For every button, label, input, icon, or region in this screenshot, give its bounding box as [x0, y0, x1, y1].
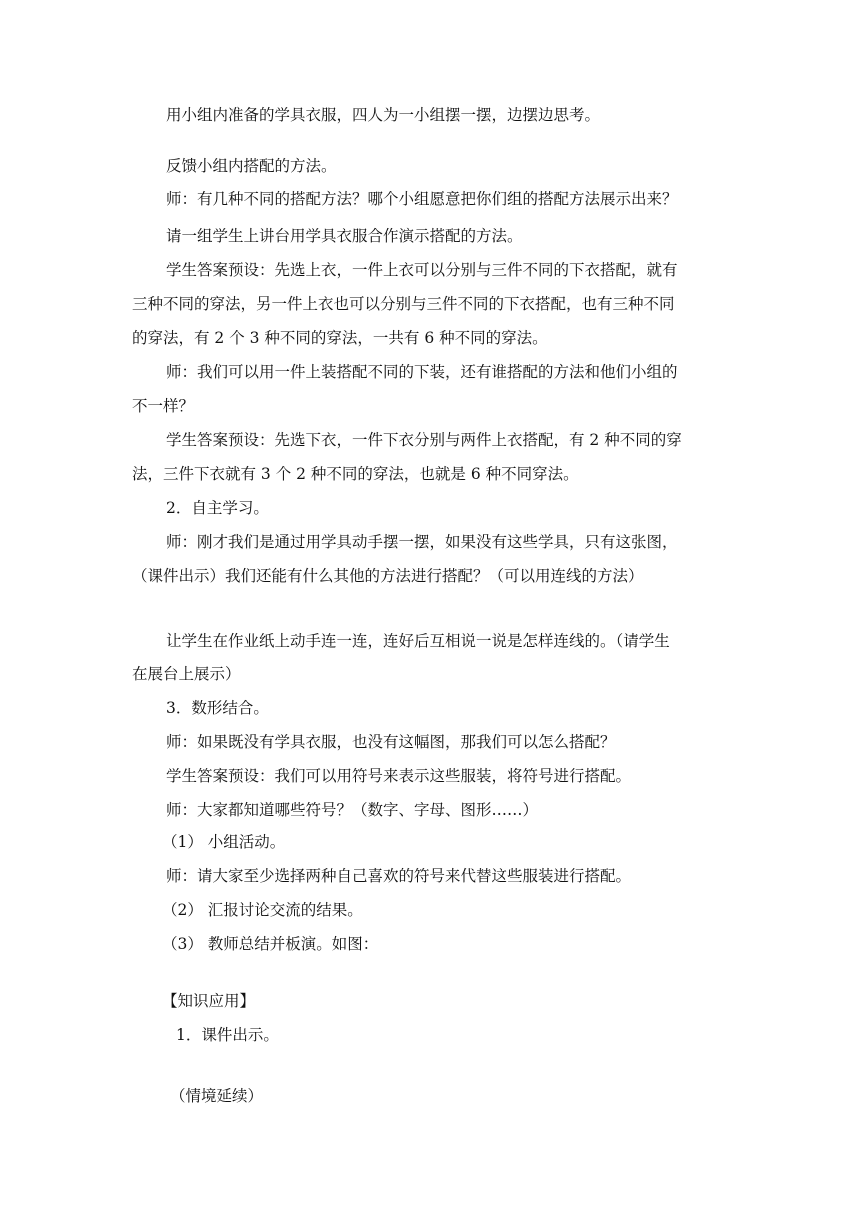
paragraph-line: 三种不同的穿法，另一件上衣也可以分别与三件不同的下衣搭配，也有三种不同 [132, 295, 675, 313]
paragraph-line: 在展台上展示） [132, 665, 241, 683]
paragraph-line: 师：我们可以用一件上装搭配不同的下装，还有谁搭配的方法和他们小组的 [166, 363, 678, 381]
paragraph-line: 学生答案预设：先选下衣，一件下衣分别与两件上衣搭配，有 2 种不同的穿 [166, 431, 682, 449]
paragraph-line: 师：如果既没有学具衣服，也没有这幅图，那我们可以怎么搭配？ [166, 733, 616, 751]
list-item: （1） 小组活动。 [162, 833, 286, 851]
paragraph-line: 师：请大家至少选择两种自己喜欢的符号来代替这些服装进行搭配。 [166, 867, 632, 885]
paragraph-line: （课件出示）我们还能有什么其他的方法进行搭配？（可以用连线的方法） [132, 567, 644, 585]
list-item: （3） 教师总结并板演。如图： [162, 935, 379, 953]
section-heading: 3．数形结合。 [166, 699, 269, 717]
paragraph-line: 不一样？ [132, 397, 195, 415]
paragraph-line: 用小组内准备的学具衣服，四人为一小组摆一摆，边摆边思考。 [166, 106, 601, 124]
paragraph-line: 法，三件下衣就有 3 个 2 种不同的穿法，也就是 6 种不同穿法。 [132, 465, 579, 483]
paragraph-line: （情境延续） [170, 1087, 264, 1105]
paragraph-line: 请一组学生上讲台用学具衣服合作演示搭配的方法。 [166, 227, 523, 245]
list-item: （2） 汇报讨论交流的结果。 [162, 901, 363, 919]
paragraph-line: 的穿法，有 2 个 3 种不同的穿法，一共有 6 种不同的穿法。 [132, 329, 548, 347]
list-item: 1．课件出示。 [176, 1026, 279, 1044]
paragraph-line: 师：大家都知道哪些符号？（数字、字母、图形……） [166, 801, 539, 819]
paragraph-line: 师：刚才我们是通过用学具动手摆一摆，如果没有这些学具，只有这张图， [166, 533, 678, 551]
section-heading: 2．自主学习。 [166, 499, 269, 517]
paragraph-line: 学生答案预设：先选上衣，一件上衣可以分别与三件不同的下衣搭配，就有 [166, 261, 678, 279]
paragraph-line: 让学生在作业纸上动手连一连，连好后互相说一说是怎样连线的。（请学生 [166, 632, 670, 650]
section-heading: 【知识应用】 [162, 992, 256, 1010]
paragraph-line: 反馈小组内搭配的方法。 [166, 157, 337, 175]
paragraph-line: 学生答案预设：我们可以用符号来表示这些服装，将符号进行搭配。 [166, 767, 632, 785]
paragraph-line: 师：有几种不同的搭配方法？哪个小组愿意把你们组的搭配方法展示出来？ [166, 190, 678, 208]
